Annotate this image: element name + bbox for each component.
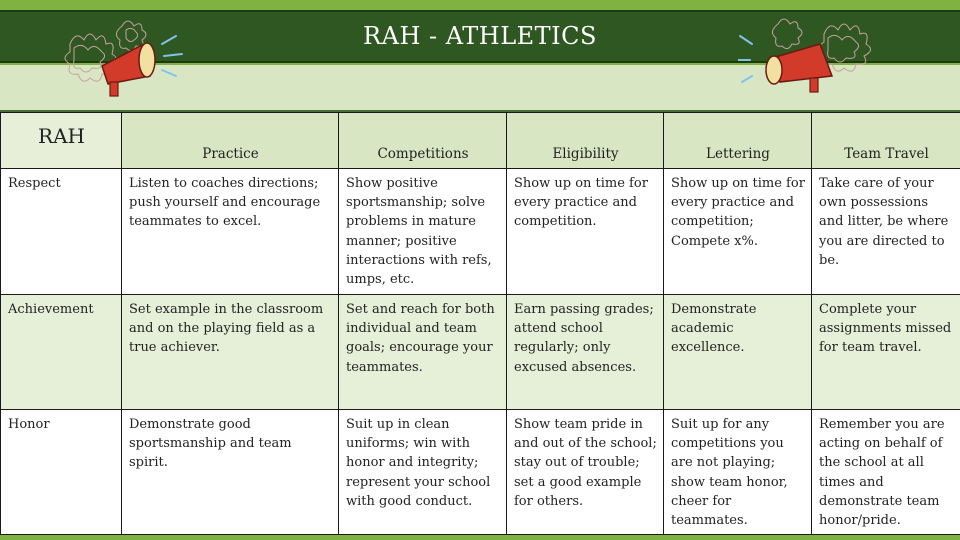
column-header-eligibility: Eligibility (507, 113, 664, 169)
column-header-lettering: Lettering (664, 113, 812, 169)
row-header-achievement: Achievement (1, 295, 122, 410)
table-cell: Earn passing grades; attend school regularly; only excused absences. (507, 295, 664, 410)
megaphone-pompom-icon (738, 14, 878, 104)
table-cell: Show positive sportsmanship; solve problems in mature manner; positive interactions with refs, umps, etc. (339, 169, 507, 295)
table-cell: Demonstrate academic excellence. (664, 295, 812, 410)
table-row (1, 410, 960, 535)
page-title: RAH - ATHLETICS (363, 22, 597, 50)
column-header-team-travel: Team Travel (812, 113, 960, 169)
row-header-respect: Respect (1, 169, 122, 295)
athletics-expectations-table (0, 112, 960, 535)
table-cell: Listen to coaches directions; push yourself and encourage teammates to excel. (122, 169, 339, 295)
table-row (1, 169, 960, 295)
table-cell: Suit up for any competitions you are not playing; show team honor, cheer for teammates. (664, 410, 812, 535)
column-header-practice: Practice (122, 113, 339, 169)
row-header-honor: Honor (1, 410, 122, 535)
megaphone-pompom-icon (52, 14, 192, 104)
table-header-row (1, 113, 960, 169)
table-row (1, 295, 960, 410)
table-cell: Complete your assignments missed for team travel. (812, 295, 960, 410)
table-cell: Suit up in clean uniforms; win with honor and integrity; represent your school with good conduct. (339, 410, 507, 535)
table-cell: Show team pride in and out of the school; stay out of trouble; set a good example for others. (507, 410, 664, 535)
table-cell: Show up on time for every practice and competition. (507, 169, 664, 295)
column-header-competitions: Competitions (339, 113, 507, 169)
table-cell: Set and reach for both individual and team goals; encourage your teammates. (339, 295, 507, 410)
table-cell: Show up on time for every practice and competition; Compete x%. (664, 169, 812, 295)
table-cell: Set example in the classroom and on the playing field as a true achiever. (122, 295, 339, 410)
table-cell: Take care of your own possessions and litter, be where you are directed to be. (812, 169, 960, 295)
table-corner-label: RAH (1, 113, 122, 169)
table-cell: Demonstrate good sportsmanship and team spirit. (122, 410, 339, 535)
table-cell: Remember you are acting on behalf of the school at all times and demonstrate team honor/pride. (812, 410, 960, 535)
